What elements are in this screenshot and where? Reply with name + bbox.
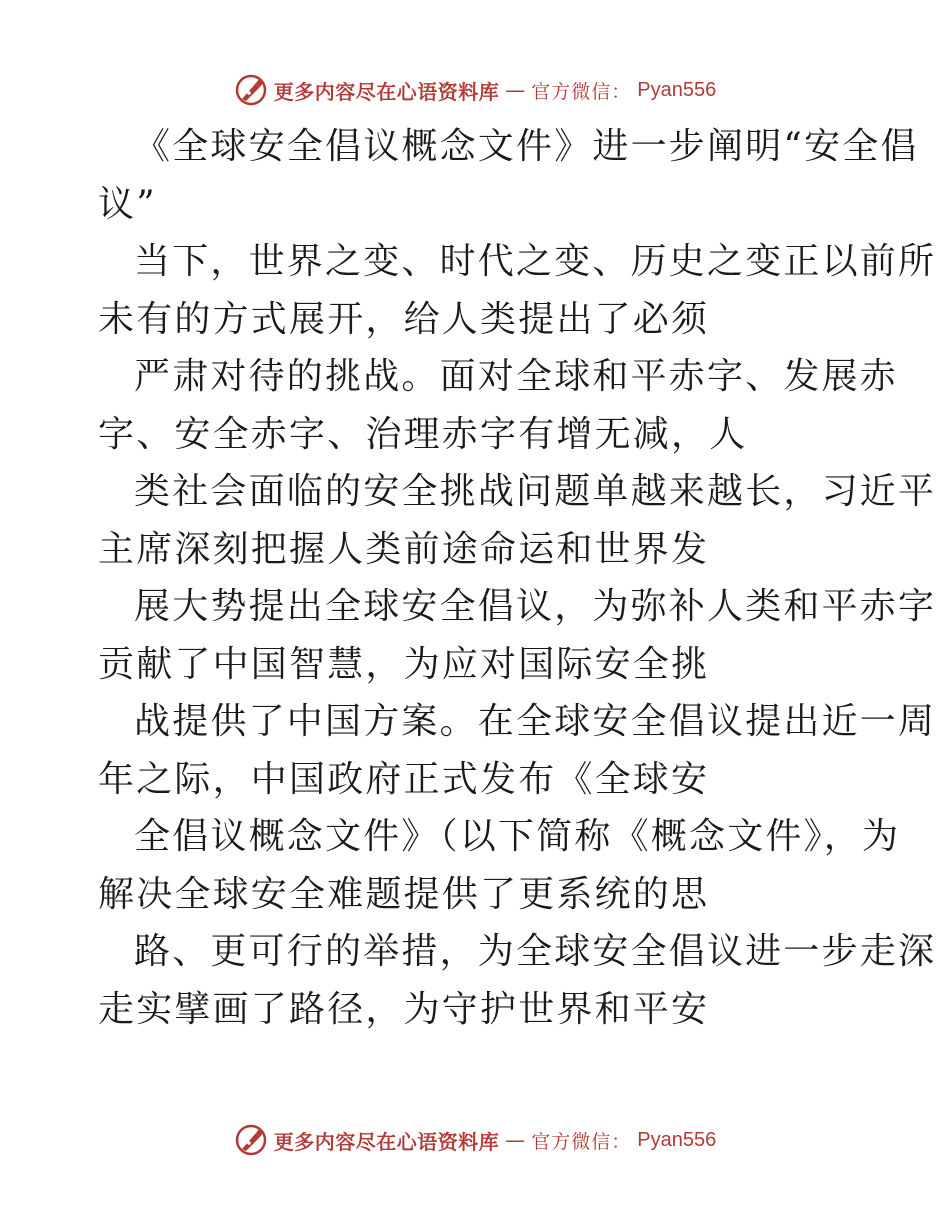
body-line: 展大势提出全球安全倡议，为弥补人类和平赤字 xyxy=(134,586,937,627)
body-line: 解决全球安全难题提供了更系统的思 xyxy=(98,873,710,915)
body-line: 类社会面临的安全挑战问题单越来越长，习近平 xyxy=(134,471,937,512)
body-line: 全倡议概念文件》（以下简称《概念文件》，为 xyxy=(134,816,901,857)
watermark-contact-label: 官方微信： xyxy=(531,1130,632,1153)
watermark-banner xyxy=(234,73,716,107)
body-line: 《全球安全倡议概念文件》进一步阐明“安全倡 xyxy=(134,126,919,167)
body-line: 贡献了中国智慧，为应对国际安全挑 xyxy=(98,643,710,685)
watermark-contact-label: 官方微信： xyxy=(531,80,632,103)
watermark-banner xyxy=(234,1123,716,1157)
header-watermark xyxy=(0,70,950,110)
body-line: 年之际，中国政府正式发布《全球安 xyxy=(98,758,710,800)
pen-nib-logo-icon xyxy=(234,73,268,107)
body-line: 当下，世界之变、时代之变、历史之变正以前所 xyxy=(134,241,937,282)
pen-nib-logo-icon xyxy=(234,1123,268,1157)
body-line: 字、安全赤字、治理赤字有增无减，人 xyxy=(98,413,748,455)
watermark-separator: — xyxy=(505,78,526,102)
body-line: 主席深刻把握人类前途命运和世界发 xyxy=(98,528,710,570)
watermark-text: 更多内容尽在心语资料库 xyxy=(273,1129,500,1154)
body-line: 严肃对待的挑战。面对全球和平赤字、发展赤 xyxy=(134,356,899,397)
watermark-text: 更多内容尽在心语资料库 xyxy=(273,79,500,104)
footer-watermark xyxy=(0,1120,950,1160)
body-line: 议” xyxy=(98,183,157,225)
body-line: 走实擘画了路径，为守护世界和平安 xyxy=(98,988,710,1030)
body-line: 路、更可行的举措，为全球安全倡议进一步走深 xyxy=(134,931,937,972)
watermark-separator: — xyxy=(505,1128,526,1152)
body-line: 未有的方式展开，给人类提出了必须 xyxy=(98,298,710,340)
body-line: 战提供了中国方案。在全球安全倡议提出近一周 xyxy=(134,701,937,742)
watermark-contact-id: Pyan556 xyxy=(637,78,717,101)
document-body xyxy=(98,118,937,1038)
watermark-contact-id: Pyan556 xyxy=(637,1128,717,1151)
